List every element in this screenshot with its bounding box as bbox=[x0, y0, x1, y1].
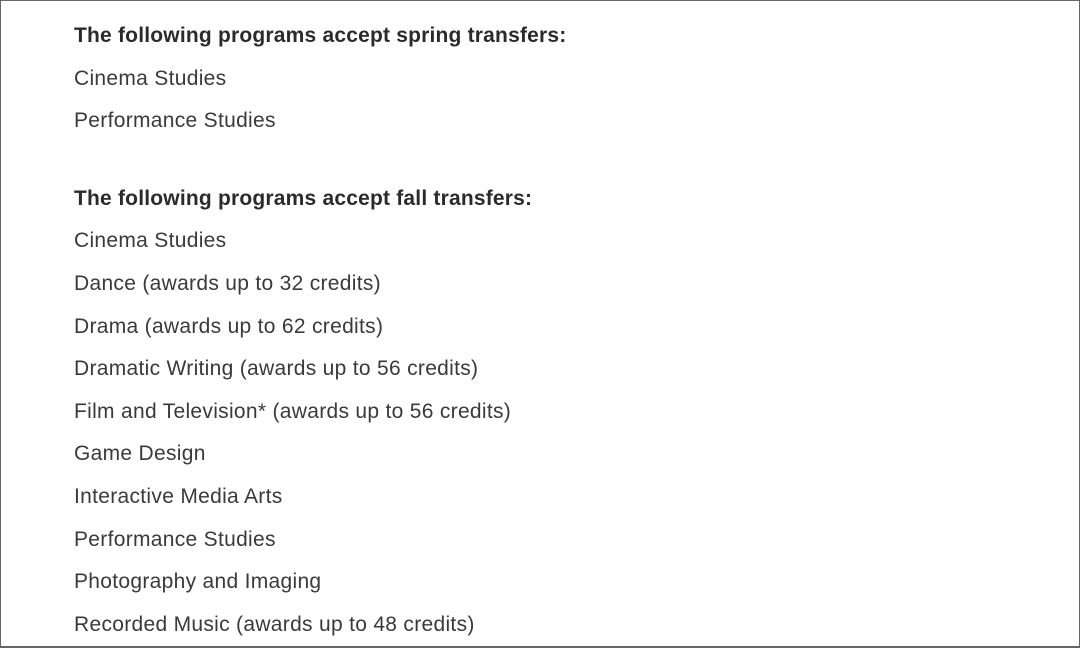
transfer-programs-content bbox=[74, 15, 566, 646]
fall-program-item: Drama (awards up to 62 credits) bbox=[74, 314, 384, 338]
fall-program-item: Photography and Imaging bbox=[74, 570, 322, 594]
fall-program-item: Recorded Music (awards up to 48 credits) bbox=[74, 612, 475, 636]
section-spacer bbox=[74, 143, 566, 178]
fall-program-item: Performance Studies bbox=[74, 527, 276, 551]
fall-program-item: Dance (awards up to 32 credits) bbox=[74, 271, 381, 295]
fall-transfers-heading: The following programs accept fall transfers: bbox=[74, 186, 533, 210]
fall-program-item: Game Design bbox=[74, 442, 206, 466]
fall-program-item: Interactive Media Arts bbox=[74, 484, 283, 508]
fall-program-item: Dramatic Writing (awards up to 56 credits) bbox=[74, 357, 479, 381]
spring-program-item: Performance Studies bbox=[74, 109, 276, 133]
spring-transfers-heading: The following programs accept spring transfers: bbox=[74, 24, 567, 47]
fall-program-item: Film and Television* (awards up to 56 credits) bbox=[74, 399, 512, 423]
fall-program-item: Cinema Studies bbox=[74, 229, 227, 253]
spring-program-item: Cinema Studies bbox=[74, 66, 227, 90]
